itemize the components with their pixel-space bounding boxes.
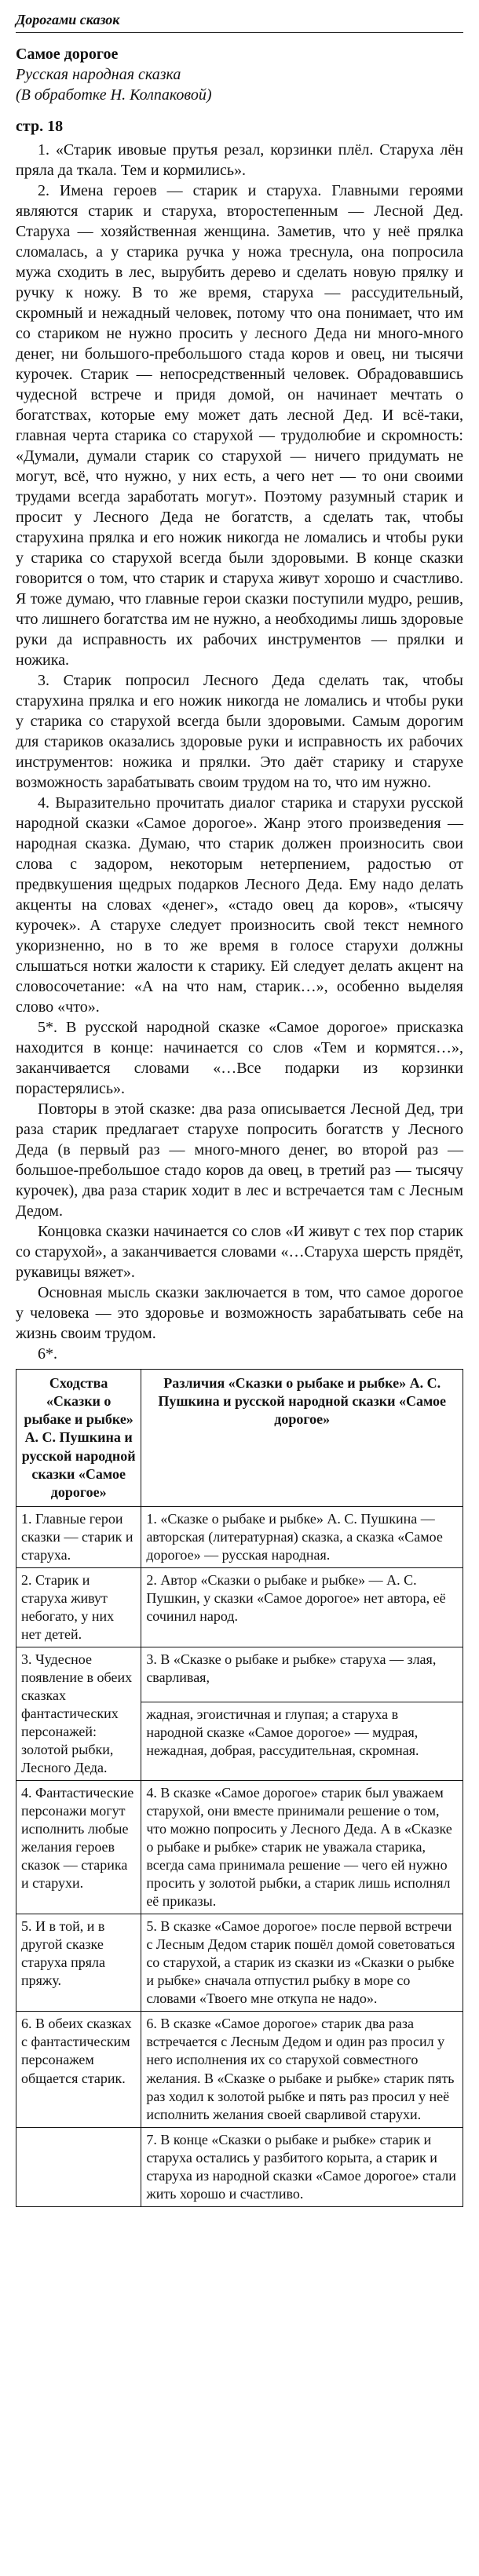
- table-row: [16, 1647, 463, 1702]
- answer-paragraph: 2. Имена героев — старик и старуха. Главными героями являются старик и старуха, второстепенным — Лесной Дед. Старуха — хозяйственная женщина. Заметив, что у неё прялка сломалась, а у старика ручка у ножа треснула, она попросила мужа сходить в лес, вырубить дерево и сделать новую прялку и ручку к ножу. В то же время, старуха — рассудительный, скромный и нежадный человек, потому что она понимает, что им со стариком не нужно просить у лесного Деда ни много-много денег, ни большого-пребольшого стада коров и овец, ни тысячи курочек. Старик — непосредственный человек. Обрадовавшись чудесной встрече и придя домой, он начинает мечтать о богатствах, которые ему может дать лесной Дед. И всё-таки, главная черта старика со старухой — трудолюбие и скромность: «Думали, думали старик со старухой — ничего придумать не могут, всё, что нужно, у них есть, а чего нет — то они своими трудами всегда заработать могут». Поэтому разумный старик и просит у Лесного Деда не богатств, а сделать так, чтобы старухина прялка и его ножик никогда не ломались и чтобы руки у старика со старухой всегда были здоровыми. В конце сказки говорится о том, что старик и старуха живут хорошо и счастливо. Я тоже думаю, что главные герои сказки поступили мудро, решив, что лишнего богатства им не нужно, а необходимы лишь здоровые руки да исправность их рабочих инструментов — прялки и ножика.: [16, 182, 463, 670]
- answer-paragraph: Основная мысль сказки заключается в том, что самое дорогое у человека — это здоровье и возможность зарабатывать себе на жизнь своим трудом.: [16, 1284, 463, 1343]
- table-header-row: [16, 1370, 463, 1506]
- answer-paragraph: Повторы в этой сказке: два раза описывается Лесной Дед, три раза старик предлагает старухе попросить богатств у Лесного Деда (в первый раз — много-много денег, во второй раз — большое-пребольшое стадо коров да овец, в третий раз — тысячу курочек), два раза старик ходит в лес и встречается там с Лесным Дедом.: [16, 1100, 463, 1220]
- similarities-header: Сходства «Сказки о рыбаке и рыбке» А. С. Пушкина и русской народной сказки «Самое дорогое»: [16, 1370, 141, 1506]
- answer-paragraph: 5*. В русской народной сказке «Самое дорогое» присказка находится в конце: начинается со слов «Тем и кормятся…», заканчивается словами «…Все подарки из корзинки пораcтерялись».: [16, 1019, 463, 1098]
- table-row: [16, 2012, 463, 2127]
- answer-paragraph: 6*.: [38, 1345, 57, 1363]
- comparison-table: [16, 1369, 463, 2206]
- answer-paragraph: 1. «Старик ивовые прутья резал, корзинки плёл. Старуха лён пряла да ткала. Тем и кормились».: [16, 141, 463, 180]
- story-title: Самое дорогое: [16, 46, 119, 64]
- difference-cell: 6. В сказке «Самое дорогое» старик два раза встречается с Лесным Дедом и один раз просил у него исполнения их со старухой совместного желания. В «Сказке о рыбаке и рыбке» старик пять раз ходил к золотой рыбке и пять раз просил у неё исполнить желания своей сварливой старухи.: [141, 2012, 463, 2127]
- difference-cell: 7. В конце «Сказки о рыбаке и рыбке» старик и старуха остались у разбитого корыта, а старик и старуха из народной сказки «Самое дорогое» стали жить хорошо и счастливо.: [141, 2127, 463, 2206]
- table-row: [16, 1914, 463, 2012]
- similarity-cell: 1. Главные герои сказки — старик и старуха.: [16, 1506, 141, 1567]
- table-row: [16, 1567, 463, 1647]
- difference-cell: 1. «Сказке о рыбаке и рыбке» А. С. Пушкина — авторская (литературная) сказка, а сказка «Самое дорогое» — русская народная.: [141, 1506, 463, 1567]
- difference-cell: жадная, эгоистичная и глупая; а старуха в народной сказке «Самое дорогое» — мудрая, нежадная, добрая, рассудительная, скромная.: [141, 1702, 463, 1781]
- table-row: [16, 2127, 463, 2206]
- table-row: [16, 1781, 463, 1914]
- similarity-cell: 2. Старик и старуха живут небогато, у них нет детей.: [16, 1567, 141, 1647]
- similarity-cell: 5. И в той, и в другой сказке старуха пряла пряжу.: [16, 1914, 141, 2012]
- answer-paragraph: Концовка сказки начинается со слов «И живут с тех пор старик со старухой», а заканчивается словами «…Старуха шерсть прядёт, рукавицы вяжет».: [16, 1223, 463, 1282]
- page-reference: стр. 18: [16, 118, 64, 136]
- similarity-cell: 4. Фантастические персонажи могут исполнить любые желания героев сказок — старика и старухи.: [16, 1781, 141, 1914]
- difference-cell: 5. В сказке «Самое дорогое» после первой встречи с Лесным Дедом старик пошёл домой советоваться со старухой, а старик из сказки из «Сказки о рыбке и рыбке» сначала отпустил рыбку в море со словами «Твоего мне откупа не надо».: [141, 1914, 463, 2012]
- page: [16, 0, 463, 2226]
- similarity-cell: [16, 2127, 141, 2206]
- difference-cell: 4. В сказке «Самое дорогое» старик был уважаем старухой, они вместе принимали решение о том, что можно попросить у Лесного Деда. А в «Сказке о рыбаке и рыбке» старик не уважала старика, всегда сама принимала решение — чего ей нужно просить у золотой рыбки, а старик лишь исполнял её приказы.: [141, 1781, 463, 1914]
- difference-cell: 3. В «Сказке о рыбаке и рыбке» старуха — злая, сварливая,: [141, 1647, 463, 1702]
- story-subtitle: Русская народная сказка: [16, 66, 181, 84]
- similarity-cell: 3. Чудесное появление в обеих сказках фантастических персонажей: золотой рыбки, Лесного Деда.: [16, 1647, 141, 1780]
- table-row: [16, 1506, 463, 1567]
- similarity-cell: 6. В обеих сказках с фантастическим персонажем общается старик.: [16, 2012, 141, 2127]
- answer-paragraph: 4. Выразительно прочитать диалог старика и старухи русской народной сказки «Самое дорогое». Жанр этого произведения — народная сказка. Думаю, что старик должен произносить свои слова с задором, некоторым нетерпением, радостью от предвкушения щедрых подарков Лесного Деда. Ему надо делать акценты на словах «денег», «стадо овец да коров», «тысячу курочек». А старухе следует произносить свой текст немного укоризненно, но в то же время в голосе старухи должны слышаться нотки жалости к старику. Ей следует делать акцент на словосочетание: «А на что нам, старик…», особенно выделяя слово «что».: [16, 794, 463, 1016]
- differences-header: Различия «Сказки о рыбаке и рыбке» А. С. Пушкина и русской народной сказки «Самое дорогое»: [141, 1370, 463, 1506]
- running-head: Дорогами сказок: [16, 11, 463, 33]
- answer-paragraph: 3. Старик попросил Лесного Деда сделать так, чтобы старухина прялка и его ножик никогда не ломались и чтобы руки у старика со старухой всегда были здоровыми. Самым дорогим для стариков оказались здоровые руки и исправность их рабочих инструментов: ножика и прялки. Это даёт старику и старухе возможность зарабатывать своим трудом на то, что им нужно.: [16, 672, 463, 792]
- story-adaptation: (В обработке Н. Колпаковой): [16, 86, 212, 104]
- difference-cell: 2. Автор «Сказки о рыбаке и рыбке» — А. С. Пушкин, у сказки «Самое дорогое» нет автора, её сочинил народ.: [141, 1567, 463, 1647]
